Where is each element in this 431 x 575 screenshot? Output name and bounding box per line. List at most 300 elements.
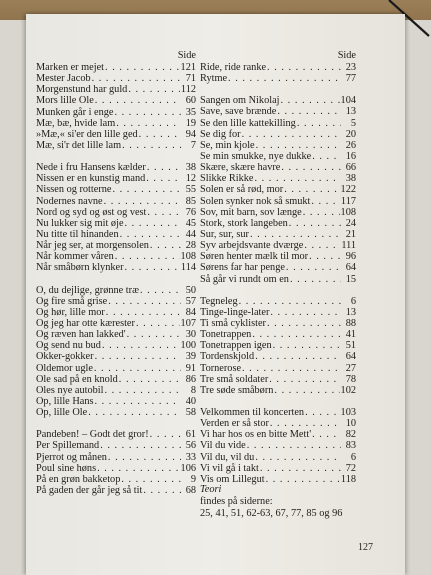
entry-title: Save, save brænde xyxy=(200,106,277,118)
index-entry xyxy=(36,262,196,273)
side-header: Side xyxy=(177,50,196,61)
index-entry xyxy=(36,452,196,463)
index-entry xyxy=(200,251,356,262)
dot-leader xyxy=(255,351,341,362)
entry-title: Poul sine høns xyxy=(36,462,97,474)
dot-leader xyxy=(100,440,181,451)
entry-title: Så går vi rundt om en xyxy=(200,273,289,285)
entry-title: Pjerrot og månen xyxy=(36,451,107,463)
entry-page: 114 xyxy=(180,262,196,274)
entry-page: 41 xyxy=(345,329,356,341)
dot-leader xyxy=(125,262,180,273)
index-entry xyxy=(200,296,356,307)
entry-title: Tonetrappen xyxy=(200,329,252,341)
dot-leader xyxy=(256,140,341,151)
entry-title: Mester Jacob xyxy=(36,73,91,85)
index-entry xyxy=(200,106,356,117)
entry-title: Oldemor ugle xyxy=(36,362,93,374)
entry-page: 108 xyxy=(180,251,196,263)
index-entry xyxy=(36,218,196,229)
theory-pages: 25, 41, 51, 62-63, 67, 77, 85 og 96 xyxy=(200,508,343,519)
index-entry xyxy=(200,374,356,385)
entry-page: 106 xyxy=(180,462,196,474)
dot-leader xyxy=(274,385,339,396)
entry-title: Vil du, vil du xyxy=(200,451,255,463)
dot-leader xyxy=(281,95,340,106)
entry-page: 104 xyxy=(340,95,356,107)
entry-title: Vil du vide xyxy=(200,440,246,452)
dot-leader xyxy=(95,351,181,362)
entry-title: Vi vil gå i takt xyxy=(200,462,259,474)
index-entry xyxy=(200,151,356,162)
dot-leader xyxy=(250,229,341,240)
entry-title: Morgenstund har guld xyxy=(36,84,128,96)
index-entry xyxy=(200,363,356,374)
index-entry xyxy=(200,184,356,195)
index-entry xyxy=(36,351,196,362)
index-entry xyxy=(36,140,196,151)
index-entry xyxy=(36,363,196,374)
entry-title: Ride, ride ranke xyxy=(200,62,267,73)
entry-title: Se, min kjole xyxy=(200,139,255,151)
entry-page: 26 xyxy=(345,139,356,151)
dot-leader xyxy=(108,452,181,463)
index-entry xyxy=(36,429,196,440)
entry-title: Og hør, lille mor xyxy=(36,306,105,318)
dot-leader xyxy=(92,73,181,84)
index-entry xyxy=(200,418,356,429)
dot-leader xyxy=(94,396,181,407)
dot-leader xyxy=(305,407,339,418)
entry-page: 30 xyxy=(185,329,196,341)
dot-leader xyxy=(136,318,180,329)
entry-page: 6 xyxy=(350,295,356,307)
index-entry xyxy=(36,474,196,485)
entry-page: 112 xyxy=(180,84,196,96)
index-entry xyxy=(36,318,196,329)
index-entry xyxy=(36,407,196,418)
entry-title: Nissen er en kunstig mand xyxy=(36,173,146,185)
entry-title: Vis om Lillegut xyxy=(200,473,265,485)
index-entry xyxy=(200,173,356,184)
dot-leader xyxy=(143,485,181,496)
entry-page: 13 xyxy=(345,306,356,318)
entry-title: Tornerose xyxy=(200,362,242,374)
entry-page: 72 xyxy=(345,462,356,474)
index-entry xyxy=(36,107,196,118)
entry-page: 100 xyxy=(180,340,196,352)
dot-leader xyxy=(311,196,340,207)
entry-page: 6 xyxy=(350,451,356,463)
entry-page: 20 xyxy=(345,128,356,140)
entry-page: 7 xyxy=(190,139,196,151)
entry-title: Sov, mit barn, sov længe xyxy=(200,206,302,218)
dot-leader xyxy=(312,151,341,162)
entry-title: O, du dejlige, grønne træ xyxy=(36,284,139,296)
index-entry xyxy=(200,274,356,285)
dot-leader xyxy=(252,329,341,340)
entry-page: 40 xyxy=(185,395,196,407)
dot-leader xyxy=(150,429,181,440)
dot-leader xyxy=(270,307,341,318)
entry-page: 24 xyxy=(345,217,356,229)
index-entry xyxy=(36,184,196,195)
entry-page: 71 xyxy=(185,73,196,85)
index-entry xyxy=(200,162,356,173)
index-entry xyxy=(200,207,356,218)
dot-leader xyxy=(273,340,341,351)
entry-title: Ti små cyklister xyxy=(200,317,266,329)
entry-title: Sørens far har penge xyxy=(200,262,285,274)
index-entry xyxy=(200,318,356,329)
dot-leader xyxy=(303,207,340,218)
index-entry xyxy=(200,62,356,73)
index-entry xyxy=(36,285,196,296)
index-entry xyxy=(36,240,196,251)
entry-page: 66 xyxy=(345,162,356,174)
index-entry xyxy=(36,95,196,106)
entry-page: 102 xyxy=(340,384,356,396)
entry-page: 122 xyxy=(340,184,356,196)
entry-page: 61 xyxy=(185,429,196,441)
index-entry xyxy=(200,95,356,106)
entry-page: 16 xyxy=(345,150,356,162)
entry-title: Søren henter mælk til mor xyxy=(200,251,309,263)
dot-leader xyxy=(94,363,181,374)
dot-leader xyxy=(127,329,181,340)
dot-leader xyxy=(105,385,182,396)
index-entry xyxy=(200,73,356,84)
entry-page: 38 xyxy=(185,162,196,174)
dot-leader xyxy=(147,207,181,218)
entry-page: 64 xyxy=(345,351,356,363)
index-entry xyxy=(36,118,196,129)
entry-page: 121 xyxy=(180,62,196,73)
index-entry xyxy=(36,173,196,184)
entry-title: Syv arbejdsvante dværge xyxy=(200,240,304,252)
dot-leader xyxy=(113,184,182,195)
entry-title: Nu titte til hinanden xyxy=(36,228,119,240)
entry-page: 56 xyxy=(185,440,196,452)
entry-title: På en grøn bakketop xyxy=(36,473,121,485)
index-entry xyxy=(36,229,196,240)
entry-page: 107 xyxy=(180,317,196,329)
entry-title: Skære, skære havre xyxy=(200,162,281,174)
entry-page: 12 xyxy=(185,173,196,185)
entry-title: Og jeg har otte kærester xyxy=(36,317,135,329)
entry-title: Solen er så rød, mor xyxy=(200,184,284,196)
entry-page: 108 xyxy=(340,206,356,218)
entry-title: Slikke Rikke xyxy=(200,173,254,185)
entry-page: 58 xyxy=(185,407,196,419)
entry-title: Verden er så stor xyxy=(200,418,269,430)
entry-title: Nodernes navne xyxy=(36,195,103,207)
entry-page: 83 xyxy=(345,440,356,452)
entry-title: Når jeg ser, at morgensolen xyxy=(36,240,149,252)
entry-page: 8 xyxy=(190,384,196,396)
entry-page: 88 xyxy=(345,317,356,329)
index-entry xyxy=(36,307,196,318)
entry-title: Tre søde småbørn xyxy=(200,384,274,396)
entry-title: Nu lukker sig mit øje xyxy=(36,217,124,229)
dot-leader xyxy=(106,307,181,318)
entry-page: 60 xyxy=(185,95,196,107)
entry-title: Munken går i enge xyxy=(36,106,114,118)
index-entry xyxy=(36,84,196,95)
index-entry xyxy=(200,429,356,440)
entry-title: Okker-gokker xyxy=(36,351,94,363)
dot-leader xyxy=(239,296,341,307)
entry-page: 96 xyxy=(345,251,356,263)
dot-leader xyxy=(120,229,181,240)
entry-page: 39 xyxy=(185,351,196,363)
entry-title: Rytme xyxy=(200,73,228,85)
entry-group xyxy=(200,95,356,284)
index-entry xyxy=(36,385,196,396)
entry-title: Tegneleg xyxy=(200,295,238,307)
dot-leader xyxy=(255,452,341,463)
entry-page: 38 xyxy=(345,173,356,185)
index-entry xyxy=(36,296,196,307)
entry-page: 21 xyxy=(345,228,356,240)
dot-leader xyxy=(286,262,341,273)
dot-leader xyxy=(312,429,341,440)
entry-title: På gaden der går jeg så tit xyxy=(36,484,143,496)
index-entry xyxy=(200,452,356,463)
index-entry xyxy=(36,340,196,351)
entry-page: 57 xyxy=(185,295,196,307)
index-entry xyxy=(200,218,356,229)
dot-leader xyxy=(277,106,341,117)
index-entry xyxy=(200,196,356,207)
entry-title: Velkommen til koncerten xyxy=(200,406,305,418)
dot-leader xyxy=(140,285,181,296)
page-number: 127 xyxy=(358,542,373,553)
entry-page: 28 xyxy=(185,240,196,252)
entry-page: 94 xyxy=(185,128,196,140)
side-header: Side xyxy=(337,50,356,61)
index-entry xyxy=(200,262,356,273)
theory-note xyxy=(200,484,360,520)
entry-title: Og send nu bud xyxy=(36,340,101,352)
entry-title: Og fire små grise xyxy=(36,295,108,307)
entry-title: Ole sad på en knold xyxy=(36,373,118,385)
index-entry xyxy=(36,73,196,84)
dot-leader xyxy=(119,374,181,385)
entry-page: 76 xyxy=(185,206,196,218)
dot-leader xyxy=(267,318,341,329)
dot-leader xyxy=(270,418,341,429)
dot-leader xyxy=(128,84,180,95)
entry-page: 27 xyxy=(345,362,356,374)
index-entry xyxy=(36,440,196,451)
entry-page: 9 xyxy=(190,473,196,485)
dot-leader xyxy=(260,463,341,474)
entry-group xyxy=(36,62,196,151)
entry-title: Når småbørn klynker xyxy=(36,262,124,274)
entry-page: 45 xyxy=(185,217,196,229)
dot-leader xyxy=(290,274,341,285)
dot-leader xyxy=(242,363,341,374)
entry-title: Pandeben! – Godt det gror! xyxy=(36,429,149,441)
entry-title: Sangen om Nikolaj xyxy=(200,95,280,107)
dot-leader xyxy=(150,240,181,251)
entry-page: 33 xyxy=(185,451,196,463)
entry-title: Mæ, bæ, hvide lam xyxy=(36,117,116,129)
dot-leader xyxy=(247,440,341,451)
entry-page: 44 xyxy=(185,228,196,240)
entry-page: 85 xyxy=(185,195,196,207)
index-entry xyxy=(200,463,356,474)
index-entry xyxy=(200,329,356,340)
entry-page: 23 xyxy=(345,62,356,73)
entry-page: 19 xyxy=(185,117,196,129)
index-entry xyxy=(36,129,196,140)
entry-title: »Mæ,« si'er den lille ged xyxy=(36,128,138,140)
dot-leader xyxy=(108,296,181,307)
entry-page: 111 xyxy=(341,240,356,252)
index-entry xyxy=(200,385,356,396)
index-entry xyxy=(36,196,196,207)
dot-leader xyxy=(304,240,340,251)
entry-title: Per Spillemand xyxy=(36,440,100,452)
entry-title: Op, lille Ole xyxy=(36,407,88,419)
dot-leader xyxy=(104,196,181,207)
entry-title: Mors lille Ole xyxy=(36,95,94,107)
index-column-right xyxy=(200,50,356,496)
dot-leader xyxy=(95,95,181,106)
entry-page: 86 xyxy=(185,373,196,385)
entry-title: Se den lille kattekilling xyxy=(200,117,296,129)
entry-page: 5 xyxy=(350,117,356,129)
entry-page: 55 xyxy=(185,184,196,196)
dot-leader xyxy=(105,62,180,73)
dot-leader xyxy=(255,173,342,184)
entry-page: 103 xyxy=(340,406,356,418)
index-entry xyxy=(200,407,356,418)
index-entry xyxy=(36,162,196,173)
index-entry xyxy=(200,307,356,318)
entry-group xyxy=(200,62,356,84)
entry-page: 35 xyxy=(185,106,196,118)
entry-title: Op, lille Hans xyxy=(36,395,94,407)
entry-page: 50 xyxy=(185,284,196,296)
entry-title: Tonetrappen igen xyxy=(200,340,272,352)
entry-page: 78 xyxy=(345,373,356,385)
dot-leader xyxy=(97,463,179,474)
entry-title: Tordenskjold xyxy=(200,351,255,363)
entry-title: Når kommer våren xyxy=(36,251,114,263)
entry-page: 13 xyxy=(345,106,356,118)
dot-leader xyxy=(267,62,341,73)
index-entry xyxy=(36,396,196,407)
dot-leader xyxy=(122,140,181,151)
entry-page: 82 xyxy=(345,429,356,441)
entry-page: 10 xyxy=(345,418,356,430)
index-entry xyxy=(200,129,356,140)
index-entry xyxy=(200,229,356,240)
dot-leader xyxy=(269,374,341,385)
dot-leader xyxy=(146,173,181,184)
entry-title: Mæ, si'r det lille lam xyxy=(36,139,122,151)
entry-title: Oles nye autobil xyxy=(36,384,104,396)
entry-group xyxy=(36,285,196,419)
index-entry xyxy=(36,251,196,262)
entry-page: 77 xyxy=(345,73,356,85)
index-entry xyxy=(36,62,196,73)
entry-title: Marken er mejet xyxy=(36,62,105,73)
entry-title: Solen synker nok så smukt xyxy=(200,195,311,207)
index-entry xyxy=(36,329,196,340)
dot-leader xyxy=(147,162,181,173)
entry-title: Nord og syd og øst og vest xyxy=(36,206,147,218)
dot-leader xyxy=(297,118,341,129)
index-entry xyxy=(200,118,356,129)
entry-title: Sur, sur, sur xyxy=(200,228,249,240)
dot-leader xyxy=(116,118,181,129)
index-entry xyxy=(200,140,356,151)
dot-leader xyxy=(88,407,181,418)
index-entry xyxy=(36,374,196,385)
index-entry xyxy=(200,440,356,451)
entry-title: Stork, stork langeben xyxy=(200,217,288,229)
dot-leader xyxy=(281,162,341,173)
dot-leader xyxy=(228,73,341,84)
dot-leader xyxy=(139,129,181,140)
book-page xyxy=(26,14,405,575)
entry-title: Se dig for xyxy=(200,128,241,140)
dot-leader xyxy=(125,218,181,229)
entry-group xyxy=(36,162,196,273)
entry-page: 117 xyxy=(340,195,356,207)
right-entries xyxy=(200,62,356,485)
entry-title: Nede i fru Hansens kælder xyxy=(36,162,146,174)
entry-page: 68 xyxy=(185,484,196,496)
entry-page: 84 xyxy=(185,306,196,318)
entry-group xyxy=(200,296,356,396)
index-entry xyxy=(36,207,196,218)
entry-title: Og ræven han lakked' xyxy=(36,329,126,341)
dot-leader xyxy=(289,218,341,229)
entry-group xyxy=(36,429,196,496)
dot-leader xyxy=(115,251,180,262)
dot-leader xyxy=(242,129,341,140)
index-entry xyxy=(36,485,196,496)
entry-page: 15 xyxy=(345,273,356,285)
entry-page: 118 xyxy=(340,473,356,485)
entry-title: Nissen og rotterne xyxy=(36,184,112,196)
entry-group xyxy=(200,407,356,485)
index-entry xyxy=(36,463,196,474)
dot-leader xyxy=(309,251,341,262)
entry-page: 64 xyxy=(345,262,356,274)
dot-leader xyxy=(284,184,339,195)
entry-title: Tinge-linge-later xyxy=(200,306,270,318)
dot-leader xyxy=(115,107,182,118)
dot-leader xyxy=(121,474,181,485)
entry-title: Vi har hos os en bitte Mett' xyxy=(200,429,312,441)
entry-title: Tre små soldater xyxy=(200,373,269,385)
theory-title: Teori xyxy=(200,484,222,495)
dot-leader xyxy=(102,340,180,351)
entry-page: 91 xyxy=(185,362,196,374)
left-entries xyxy=(36,62,196,496)
entry-page: 51 xyxy=(345,340,356,352)
index-entry xyxy=(200,340,356,351)
index-column-left xyxy=(36,50,196,507)
index-entry xyxy=(200,240,356,251)
theory-text: findes på siderne: xyxy=(200,496,273,507)
